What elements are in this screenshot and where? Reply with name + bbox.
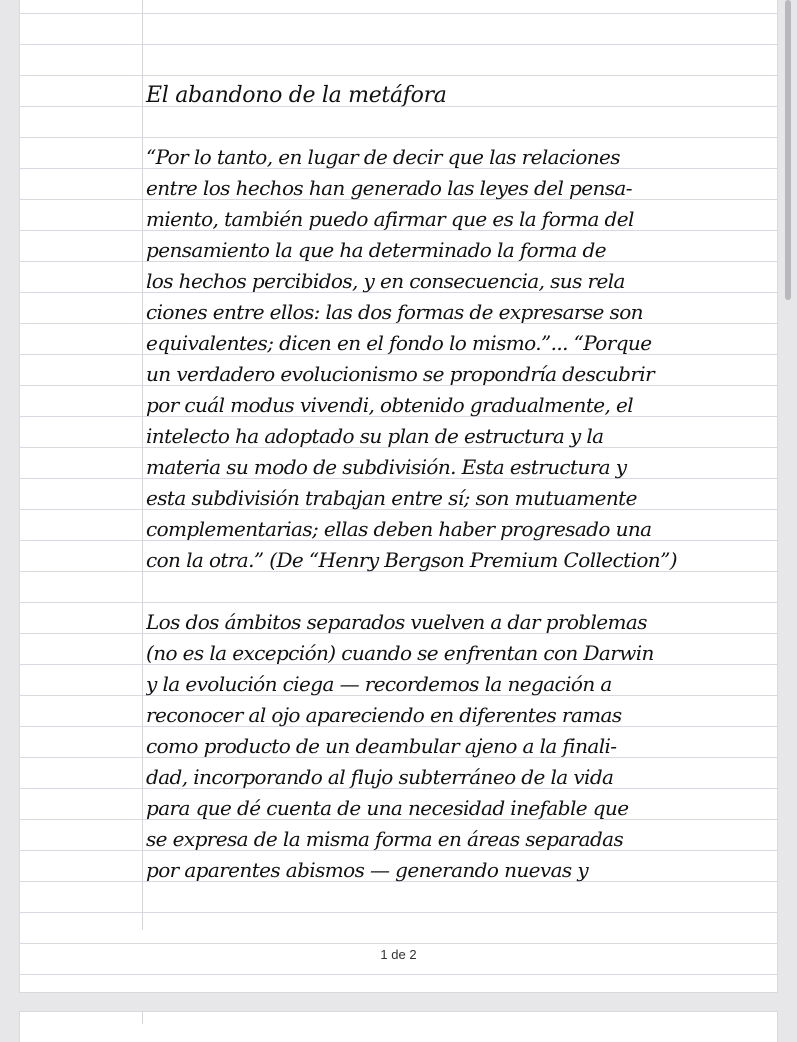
text-line: entre los hechos han generado las leyes del pensa- (146, 176, 632, 200)
text-line: dad, incorporando al flujo subterráneo de la vida (146, 765, 614, 789)
text-line: Los dos ámbitos separados vuelven a dar problemas (146, 610, 647, 634)
text-line: (no es la excepción) cuando se enfrentan con Darwin (146, 641, 654, 665)
text-line: los hechos percibidos, y en consecuencia, sus rela (146, 269, 625, 293)
notebook-page (20, 0, 777, 992)
text-line: por aparentes abismos — generando nuevas y (146, 858, 589, 882)
text-line: equivalentes; dicen en el fondo lo mismo.”... “Porque (146, 331, 652, 355)
page-title: El abandono de la metáfora (146, 83, 447, 108)
text-line: miento, también puedo afirmar que es la forma del (146, 207, 634, 231)
text-line: complementarias; ellas deben haber progresado una (146, 517, 652, 541)
margin-line (142, 0, 143, 930)
paragraph-commentary (146, 607, 766, 886)
text-line: materia su modo de subdivisión. Esta estructura y (146, 455, 627, 479)
text-line: ciones entre ellos: las dos formas de expresarse son (146, 300, 643, 324)
margin-line (142, 1012, 143, 1024)
text-line: “Por lo tanto, en lugar de decir que las relaciones (146, 145, 620, 169)
page-indicator: 1 de 2 (380, 947, 417, 962)
text-line: reconocer al ojo apareciendo en diferentes ramas (146, 703, 622, 727)
text-line: intelecto ha adoptado su plan de estructura y la (146, 424, 604, 448)
text-line: con la otra.” (De “Henry Bergson Premium Collection”) (146, 548, 677, 572)
text-line: por cuál modus vivendi, obtenido gradualmente, el (146, 393, 634, 417)
paragraph-quote (146, 142, 766, 576)
next-page-edge[interactable] (20, 1012, 777, 1042)
text-line: como producto de un deambular ajeno a la finali- (146, 734, 617, 758)
handwritten-content (146, 80, 766, 886)
text-line: un verdadero evolucionismo se propondría descubrir (146, 362, 655, 386)
text-line: esta subdivisión trabajan entre sí; son mutuamente (146, 486, 637, 510)
text-line: para que dé cuenta de una necesidad inefable que (146, 796, 629, 820)
scrollbar[interactable] (785, 0, 791, 300)
text-line: y la evolución ciega — recordemos la negación a (146, 672, 612, 696)
text-line: pensamiento la que ha determinado la forma de (146, 238, 606, 262)
text-line: se expresa de la misma forma en áreas separadas (146, 827, 624, 851)
